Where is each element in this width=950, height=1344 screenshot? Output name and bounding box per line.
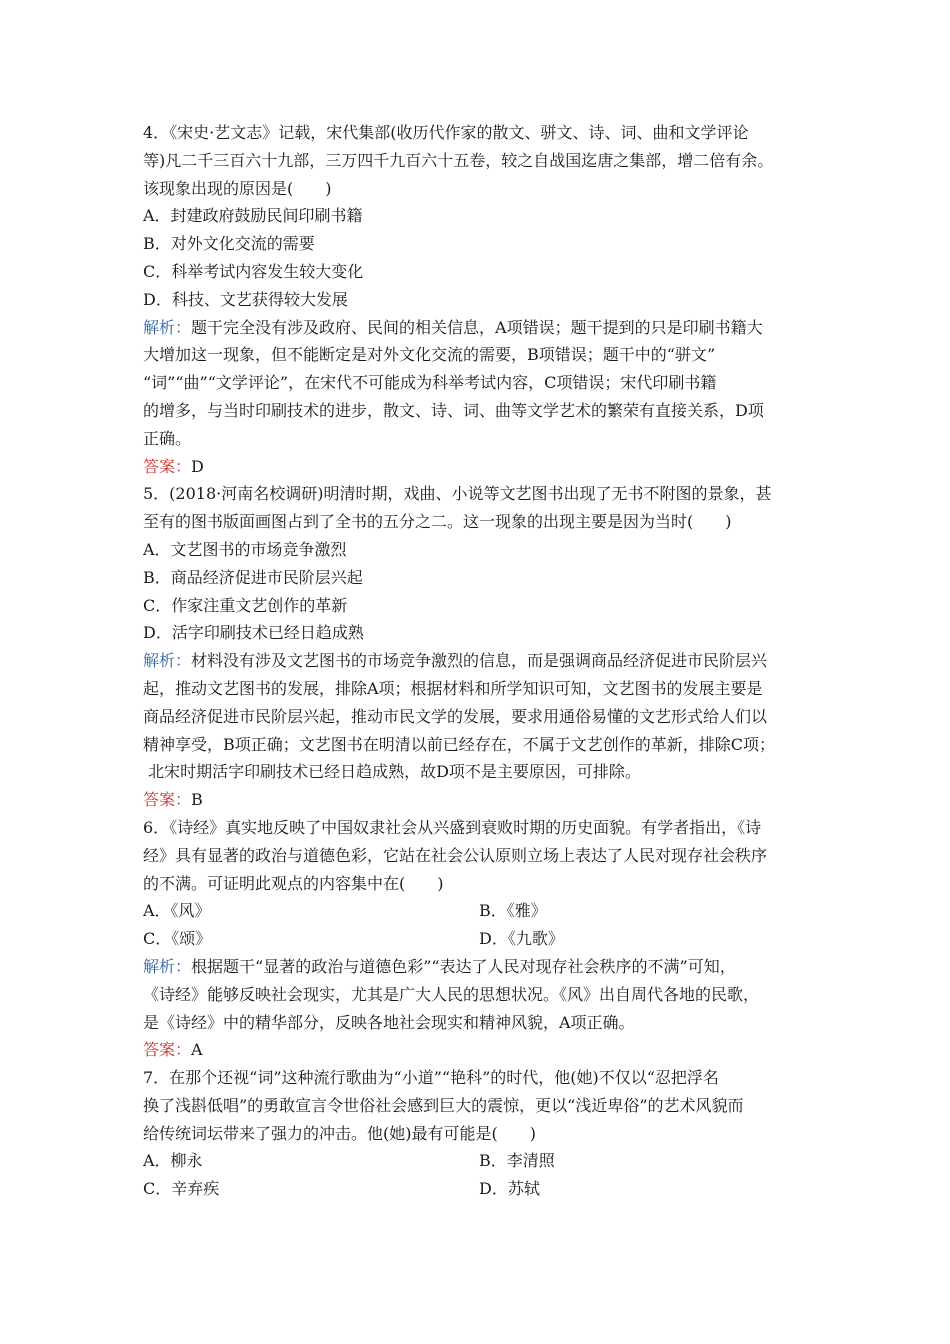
question-7-stem-line: 换了浅斟低唱”的勇敢宣言令世俗社会感到巨大的震惊，更以“浅近卑俗”的艺术风貌而 [143,1095,744,1115]
answer-label: 答案： [143,456,192,476]
question-4-option-a: A．封建政府鼓励民间印刷书籍 [143,206,363,226]
question-7-option-a: A．柳永 [143,1151,203,1171]
question-5-stem-line: 5．(2018·河南名校调研)明清时期，戏曲、小说等文艺图书出现了无书不附图的景象，甚 [143,484,772,504]
question-6-option-a: A．《风》 [143,901,211,921]
question-6-analysis-line: 《诗经》能够反映社会现实，尤其是广大人民的思想状况。《风》出自周代各地的民歌， [143,984,760,1004]
analysis-label: 解析： [143,317,192,337]
question-4-option-d: D．科技、文艺获得较大发展 [143,289,348,309]
question-6-option-d: D．《九歌》 [479,929,564,949]
question-6-stem-line: 经》具有显著的政治与道德色彩，它站在社会公认原则立场上表达了人民对现存社会秩序 [143,845,768,865]
question-4 [143,119,815,480]
question-4-analysis-line: 正确。 [143,428,192,448]
question-7-option-b: B．李清照 [479,1151,555,1171]
question-5-option-b: B．商品经济促进市民阶层兴起 [143,567,363,587]
analysis-text: 题干完全没有涉及政府、民间的相关信息，A项错误；题干提到的只是印刷书籍大 [191,317,763,337]
answer-label: 答案： [143,790,192,810]
question-7-option-d: D．苏轼 [479,1179,540,1199]
question-4-analysis-line: 的增多，与当时印刷技术的进步，散文、诗、词、曲等文学艺术的繁荣有直接关系，D项 [143,400,764,420]
question-4-stem-line: 该现象出现的原因是( ) [143,178,332,198]
question-4-analysis-line [143,314,815,342]
question-4-analysis-line: 大增加这一现象，但不能断定是对外文化交流的需要，B项错误；题干中的“骈文” [143,345,716,365]
analysis-label: 解析： [143,956,192,976]
question-6-answer [143,1036,815,1064]
question-5-option-c: C．作家注重文艺创作的革新 [143,595,348,615]
question-7-options-row [143,1147,815,1175]
analysis-text: 根据题干“显著的政治与道德色彩”“表达了人民对现存社会秩序的不满”可知， [191,956,736,976]
question-5-analysis-line [143,647,815,675]
question-5-option-a: A．文艺图书的市场竞争激烈 [143,539,347,559]
question-7 [143,1064,815,1203]
question-7-stem-line: 7．在那个还视“词”这种流行歌曲为“小道”“艳科”的时代，他(她)不仅以“忍把浮名 [143,1068,719,1088]
question-4-answer [143,453,815,481]
analysis-label: 解析： [143,651,192,671]
answer-value: B [191,790,203,810]
answer-value: A [191,1040,203,1060]
question-6-analysis-line [143,953,815,981]
question-5-answer [143,786,815,814]
question-6-options-row [143,925,815,953]
question-6-option-b: B．《雅》 [479,901,547,921]
answer-label: 答案： [143,1040,192,1060]
question-4-stem-line: 等)凡二千三百六十九部，三万四千九百六十五卷，较之自战国迄唐之集部，增二倍有余。 [143,150,774,170]
question-4-stem-line: 4．《宋史·艺文志》记载，宋代集部(收历代作家的散文、骈文、诗、词、曲和文学评论 [143,123,749,142]
question-4-option-b: B．对外文化交流的需要 [143,234,315,254]
question-6 [143,814,815,1064]
question-7-option-c: C．辛弃疾 [143,1179,220,1199]
answer-value: D [191,456,204,476]
question-6-options-row [143,897,815,925]
analysis-text: 材料没有涉及文艺图书的市场竞争激烈的信息，而是强调商品经济促进市民阶层兴 [191,651,768,671]
question-4-option-c: C．科举考试内容发生较大变化 [143,261,364,281]
question-5-stem-line: 至有的图书版面画图占到了全书的五分之二。这一现象的出现主要是因为当时( ) [143,512,732,532]
question-5-analysis-line: 起，推动文艺图书的发展，排除A项；根据材料和所学知识可知，文艺图书的发展主要是 [143,678,763,698]
question-5-analysis-line: 商品经济促进市民阶层兴起，推动市民文学的发展，要求用通俗易懂的文艺形式给人们以 [143,706,768,726]
question-4-analysis-line: “词”“曲”“文学评论”，在宋代不可能成为科举考试内容，C项错误；宋代印刷书籍 [143,373,717,393]
question-6-stem-line: 6．《诗经》真实地反映了中国奴隶社会从兴盛到衰败时期的历史面貌。有学者指出，《诗 [143,817,762,837]
question-list [143,119,815,1203]
question-6-option-c: C．《颂》 [143,929,212,949]
question-5-option-d: D．活字印刷技术已经日趋成熟 [143,623,364,643]
question-7-options-row [143,1175,815,1203]
question-5-analysis-line: 精神享受，B项正确；文艺图书在明清以前已经存在，不属于文艺创作的革新，排除C项； [143,734,776,754]
question-7-stem-line: 给传统词坛带来了强力的冲击。他(她)最有可能是( ) [143,1123,536,1143]
question-6-stem-line: 的不满。可证明此观点的内容集中在( ) [143,873,444,893]
question-5 [143,480,815,814]
question-5-analysis-line: 北宋时期活字印刷技术已经日趋成熟，故D项不是主要原因，可排除。 [143,762,641,782]
question-6-analysis-line: 是《诗经》中的精华部分，反映各地社会现实和精神风貌，A项正确。 [143,1012,635,1032]
